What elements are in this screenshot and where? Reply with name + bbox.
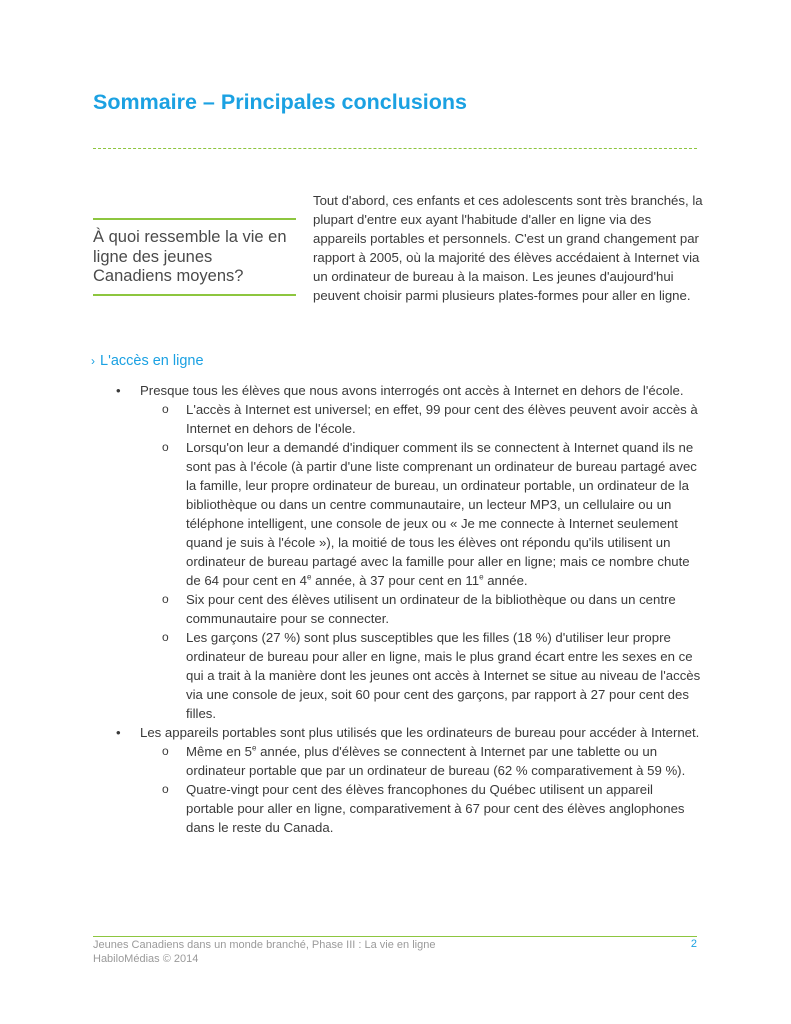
sub-list-item-text: Quatre-vingt pour cent des élèves francophones du Québec utilisent un appareil portable pour aller en ligne, comparativement à 67 pour cent des élèves anglophones dans le reste du Canada. <box>186 782 685 835</box>
circle-bullet-icon: o <box>162 744 169 758</box>
bullet-list <box>0 381 791 837</box>
sub-list-item-text: L'accès à Internet est universel; en effet, 99 pour cent des élèves peuvent avoir accès à Internet en dehors de l'école. <box>186 402 698 436</box>
footer-divider <box>93 936 697 937</box>
sub-list-item <box>140 590 701 628</box>
list-item <box>0 381 791 723</box>
sub-list-item <box>140 438 701 590</box>
circle-bullet-icon: o <box>162 402 169 416</box>
bullet-list-container <box>0 381 791 837</box>
list-item <box>0 723 791 837</box>
section-heading <box>91 353 204 369</box>
page-number: 2 <box>690 938 697 950</box>
sub-list-item-text: Lorsqu'on leur a demandé d'indiquer comment ils se connectent à Internet quand ils ne sont pas à l'école (à partir d'une liste comprenant un ordinateur de bureau partagé avec la famille, leur propre ordinateur de bureau, un ordinateur portable, un ordinateur de la bibliothèque ou dans un centre communautaire, un lecteur MP3, un cellulaire ou un téléphone intelligent, une console de jeux ou « Je me connecte à Internet seulement quand je suis à l'école »), la moitié de tous les élèves ont répondu qu'ils utilisent un ordinateur de bureau partagé avec la famille pour aller en ligne; mais ce nombre chute de 64 pour cent en 4e année, à 37 pour cent en 11e année. <box>186 440 697 588</box>
sub-list-item <box>140 742 701 780</box>
page-title: Sommaire – Principales conclusions <box>93 90 468 114</box>
sub-list-item <box>140 628 701 723</box>
intro-paragraph: Tout d'abord, ces enfants et ces adolescents sont très branchés, la plupart d'entre eux ayant l'habitude d'aller en ligne via des appareils portables et personnels. C'est un grand changement par rapport à 2005, où la majorité des élèves accédaient à Internet via un ordinateur de bureau à la maison. Les jeunes d'aujourd'hui peuvent choisir parmi plusieurs plates-formes pour aller en ligne. <box>313 193 703 303</box>
list-item-text: Presque tous les élèves que nous avons interrogés ont accès à Internet en dehors de l'école. <box>140 383 684 398</box>
section-heading-label: L'accès en ligne <box>100 353 204 369</box>
sub-list-item-text: Même en 5e année, plus d'élèves se connectent à Internet par une tablette ou un ordinateur portable que par un ordinateur de bureau (62 % comparativement à 59 %). <box>186 743 686 778</box>
sub-list-item <box>140 780 701 837</box>
circle-bullet-icon: o <box>162 782 169 796</box>
bullet-icon: • <box>116 383 121 398</box>
circle-bullet-icon: o <box>162 440 169 454</box>
sidebar-question: À quoi ressemble la vie en ligne des jeunes Canadiens moyens? <box>93 228 287 285</box>
footer-publication-title: Jeunes Canadiens dans un monde branché, Phase III : La vie en ligne <box>93 939 436 951</box>
circle-bullet-icon: o <box>162 630 169 644</box>
sub-list <box>140 742 701 837</box>
sub-list-item-text: Six pour cent des élèves utilisent un ordinateur de la bibliothèque ou dans un centre communautaire pour se connecter. <box>186 592 676 626</box>
footer-text <box>93 938 435 966</box>
sub-list-item <box>140 400 701 438</box>
footer-copyright: HabiloMédias © 2014 <box>93 953 199 965</box>
sub-list <box>140 400 701 723</box>
circle-bullet-icon: o <box>162 592 169 606</box>
title-divider <box>93 148 697 149</box>
chevron-right-icon: › <box>91 354 95 368</box>
sub-list-item-text: Les garçons (27 %) sont plus susceptibles que les filles (18 %) d'utiliser leur propre ordinateur de bureau pour aller en ligne, mais le plus grand écart entre les sexes en ce qui a trait à la manière dont les jeunes ont accès à Internet se situe au niveau de l'accès via une console de jeux, soit 60 pour cent des garçons, par rapport à 27 pour cent des filles. <box>186 630 701 721</box>
bullet-icon: • <box>116 725 121 740</box>
list-item-text: Les appareils portables sont plus utilisés que les ordinateurs de bureau pour accéder à Internet. <box>140 725 700 740</box>
